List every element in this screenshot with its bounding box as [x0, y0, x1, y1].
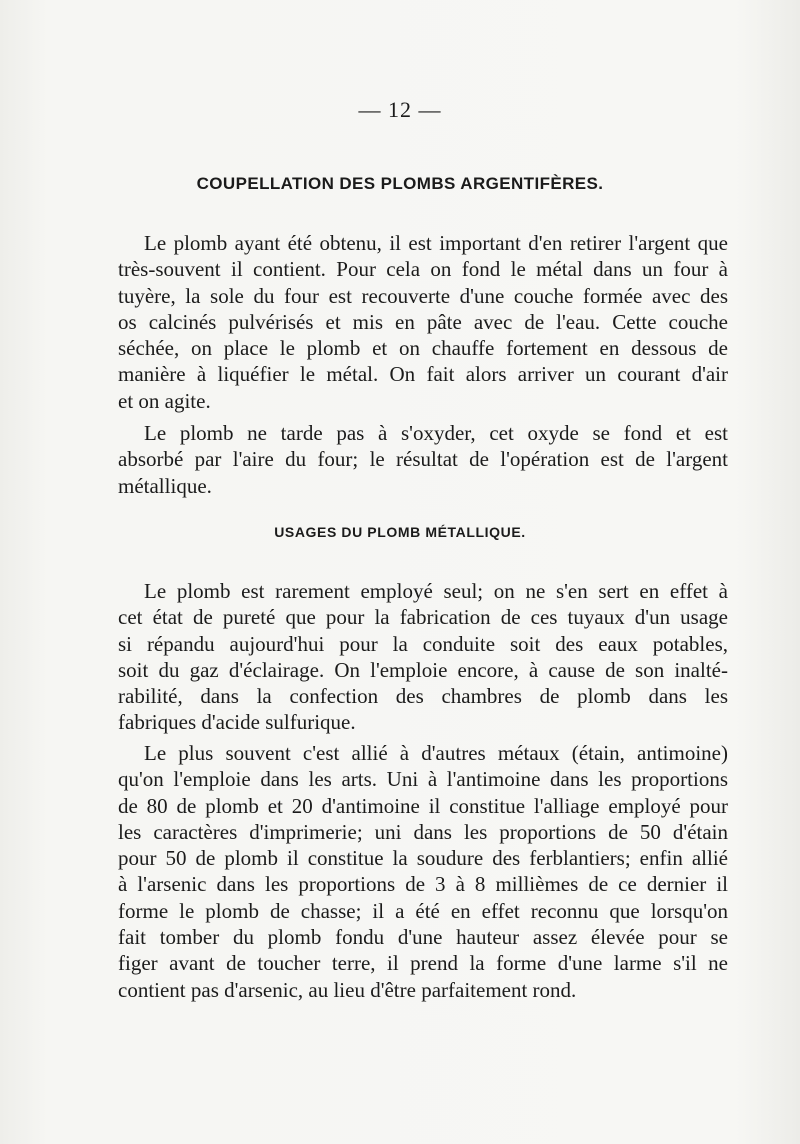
paragraph-coupellation-2: [118, 420, 728, 499]
text-line: Le plus souvent c'est allié à d'autres métaux (étain, antimoine): [144, 741, 728, 765]
text-line: Le plomb ne tarde pas à s'oxyder, cet oxyde se fond et est: [144, 421, 728, 445]
text-line: métallique.: [118, 473, 212, 498]
page-number: — 12 —: [358, 97, 442, 122]
text-line: soit du gaz d'éclairage. On l'emploie encore, à cause de son inalté-: [118, 657, 728, 682]
paragraph-coupellation-1: [118, 230, 728, 414]
text-line: si répandu aujourd'hui pour la conduite soit des eaux potables,: [118, 631, 728, 656]
text-line: très-souvent il contient. Pour cela on fond le métal dans un four à: [118, 257, 728, 282]
section-title-usages: USAGES DU PLOMB MÉTALLIQUE.: [274, 524, 526, 540]
text-line: rabilité, dans la confection des chambres de plomb dans les: [118, 684, 728, 709]
text-line: forme le plomb de chasse; il a été en effet reconnu que lorsqu'on: [118, 898, 728, 923]
text-line: Le plomb ayant été obtenu, il est important d'en retirer l'argent que: [144, 231, 728, 255]
text-line: figer avant de toucher terre, il prend la forme d'une larme s'il ne: [118, 951, 728, 976]
text-line: les caractères d'imprimerie; uni dans les proportions de 50 d'étain: [118, 819, 728, 844]
text-line: fait tomber du plomb fondu d'une hauteur assez élevée pour se: [118, 925, 728, 950]
text-line: tuyère, la sole du four est recouverte d'une couche formée avec des: [118, 283, 728, 308]
text-line: cet état de pureté que pour la fabrication de ces tuyaux d'un usage: [118, 605, 728, 630]
text-line: absorbé par l'aire du four; le résultat de l'opération est de l'argent: [118, 447, 728, 472]
text-line: manière à liquéfier le métal. On fait alors arriver un courant d'air: [118, 362, 728, 387]
text-line: et on agite.: [118, 388, 211, 413]
text-line: à l'arsenic dans les proportions de 3 à 8 millièmes de ce dernier il: [118, 872, 728, 897]
text-line: qu'on l'emploie dans les arts. Uni à l'antimoine dans les proportions: [118, 767, 728, 792]
section-title-coupellation: COUPELLATION DES PLOMBS ARGENTIFÈRES.: [196, 174, 604, 193]
text-line: Le plomb est rarement employé seul; on ne s'en sert en effet à: [144, 579, 728, 603]
text-line: séchée, on place le plomb et on chauffe fortement en dessous de: [118, 336, 728, 361]
text-line: os calcinés pulvérisés et mis en pâte avec de l'eau. Cette couche: [118, 309, 728, 334]
paragraph-usages-1: [118, 578, 728, 736]
text-line: fabriques d'acide sulfurique.: [118, 710, 356, 735]
text-line: contient pas d'arsenic, au lieu d'être parfaitement rond.: [118, 977, 577, 1002]
text-line: pour 50 de plomb il constitue la soudure des ferblantiers; enfin allié: [118, 846, 728, 871]
text-line: de 80 de plomb et 20 d'antimoine il constitue l'alliage employé pour: [118, 793, 728, 818]
paragraph-usages-2: [118, 740, 728, 1003]
